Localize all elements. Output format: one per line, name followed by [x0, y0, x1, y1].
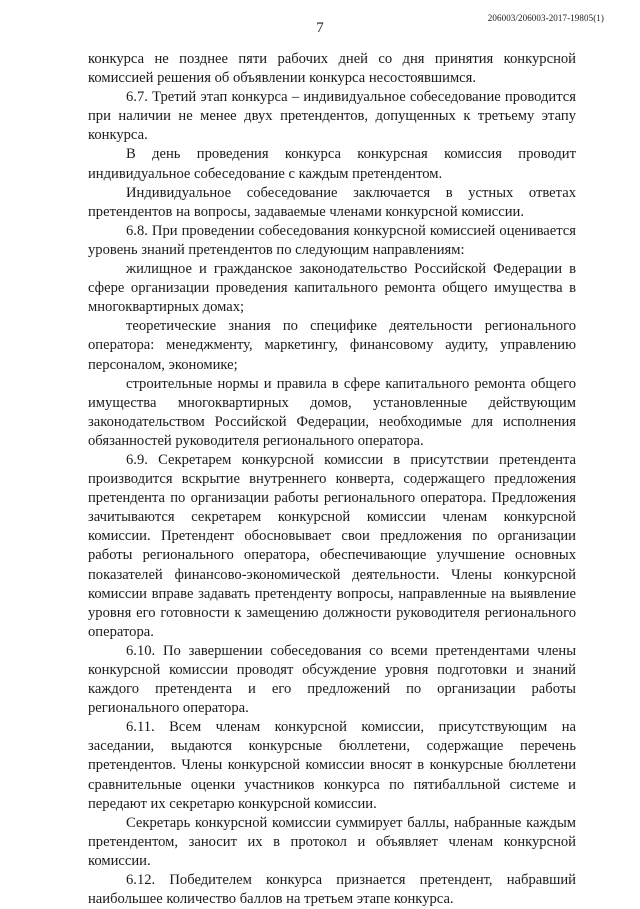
- paragraph-6-8: 6.8. При проведении собеседования конкурсной комиссией оценивается уровень знаний претендентов по следующим направлениям:: [88, 222, 576, 258]
- paragraph-interview-definition: Индивидуальное собеседование заключается в устных ответах претендентов на вопросы, задаваемые членами конкурсной комиссии.: [88, 184, 576, 220]
- document-body: [88, 50, 576, 909]
- list-item-housing-law: жилищное и гражданское законодательство Российской Федерации в сфере организации проведения капитального ремонта общего имущества в многоквартирных домах;: [88, 261, 576, 316]
- paragraph-6-11: 6.11. Всем членам конкурсной комиссии, присутствующим на заседании, выдаются конкурсные бюллетени, содержащие перечень претендентов. Члены конкурсной комиссии вносят в конкурсные бюллетени сравнительные оценки участников конкурса по пятибалльной системе и передают их секретарю конкурсной комиссии.: [88, 719, 576, 812]
- paragraph-continuation: конкурса не позднее пяти рабочих дней со дня принятия конкурсной комиссией решения об объявлении конкурса несостоявшимся.: [88, 51, 576, 87]
- paragraph-interview-day: В день проведения конкурса конкурсная комиссия проводит индивидуальное собеседование с каждым претендентом.: [88, 146, 576, 182]
- paragraph-secretary-scoring: Секретарь конкурсной комиссии суммирует баллы, набранные каждым претендентом, заносит их в протокол и объявляет членам конкурсной комиссии.: [88, 814, 576, 869]
- list-item-building-norms: строительные нормы и правила в сфере капитального ремонта общего имущества многоквартирных домов, установленные действующим законодательством Российской Федерации, необходимые для исполнения обязанностей руководителя регионального оператора.: [88, 375, 576, 449]
- paragraph-6-7: 6.7. Третий этап конкурса – индивидуальное собеседование проводится при наличии не менее двух претендентов, допущенных к третьему этапу конкурса.: [88, 89, 576, 144]
- paragraph-6-12: 6.12. Победителем конкурса признается претендент, набравший наибольшее количество баллов на третьем этапе конкурса.: [88, 872, 576, 908]
- paragraph-6-10: 6.10. По завершении собеседования со всеми претендентами члены конкурсной комиссии проводят обсуждение уровня подготовки и знаний каждого претендента и его предложений по организации работы регионального оператора.: [88, 642, 576, 717]
- page-number: 7: [316, 20, 324, 36]
- paragraph-6-9: 6.9. Секретарем конкурсной комиссии в присутствии претендента производится вскрытие внутреннего конверта, содержащего предложения претендента по организации работы регионального оператора. Предложения зачитываются секретарем конкурсной комиссии членам конкурсной комиссии. Претендент обосновывает свои предложения по организации работы регионального оператора, обеспечивающие улучшение основных показателей финансово-экономической деятельности. Члены конкурсной комиссии вправе задавать претенденту вопросы, направленные на выявление уровня его готовности к замещению должности руководителя регионального оператора.: [88, 451, 576, 640]
- document-code: 206003/206003-2017-19805(1): [487, 13, 604, 23]
- list-item-theoretical-knowledge: теоретические знания по специфике деятельности регионального оператора: менеджменту, маркетингу, финансовому аудиту, управлению персоналом, экономике;: [88, 318, 576, 373]
